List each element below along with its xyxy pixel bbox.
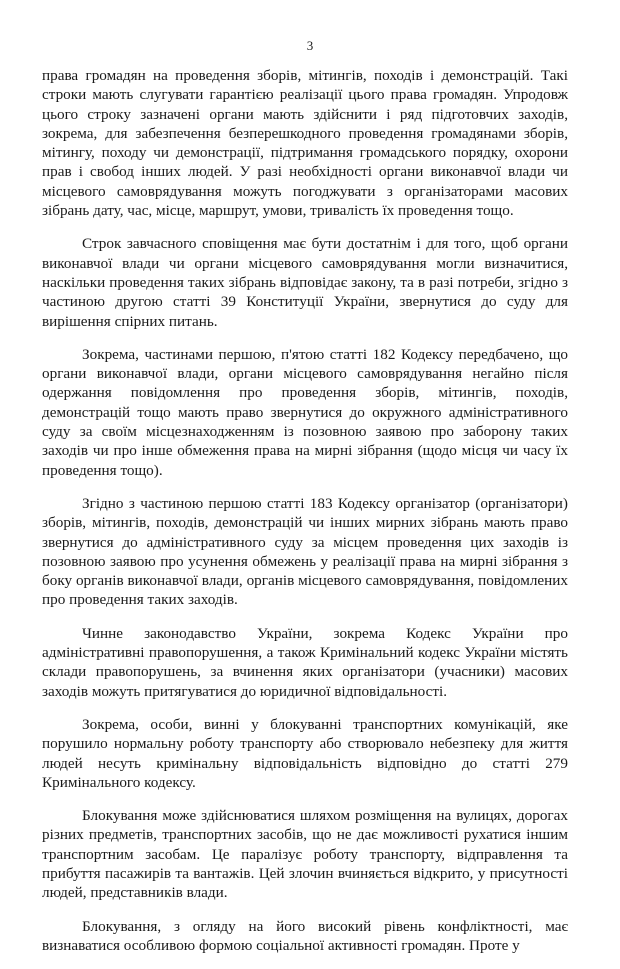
paragraph: Зокрема, частинами першою, п'ятою статті 182 Кодексу передбачено, що органи виконавчої влади, органи місцевого самоврядування негайно після одержання повідомлення про проведення зборів, мітингів, походів, демонстрацій тощо мають право звернутися до окружного адміністративного суду за своїм місцезнаходженням із позовною заявою про заборону таких заходів чи про інше обмеження права на мирні зібрання (щодо місця чи часу їх проведення тощо). — [42, 345, 568, 479]
paragraph: Строк завчасного сповіщення має бути достатнім і для того, щоб органи виконавчої влади чи органи місцевого самоврядування могли визначитися, наскільки проведення таких зібрань відповідає закону, та в разі потреби, згідно з частиною другою статті 39 Конституції України, звернутися до суду для вирішення спірних питань. — [42, 235, 568, 330]
paragraph: Згідно з частиною першою статті 183 Кодексу організатор (організатори) зборів, мітингів, походів, демонстрацій чи інших мирних зібрань мають право звернутися до адміністративного суду за місцем проведення цих заходів із позовною заявою про усунення обмежень у реалізації права на мирні зібрання з боку органів виконавчої влади, органів місцевого самоврядування, повідомлених про проведення таких заходів. — [42, 494, 568, 609]
paragraph: Чинне законодавство України, зокрема Кодекс України про адміністративні правопорушення, а також Кримінальний кодекс України містять склади правопорушень, за вчинення яких організатори (учасники) масових заходів можуть притягуватися до юридичної відповідальності. — [42, 624, 568, 700]
document-body — [42, 66, 568, 969]
paragraph: Блокування може здійснюватися шляхом розміщення на вулицях, дорогах різних предметів, транспортних засобів, що не дає можливості рухатися іншим транспортним засобам. Це паралізує роботу транспорту, відправлення та прибуття пасажирів та вантажів. Цей злочин вчиняється відкрито, у присутності людей, представників влади. — [42, 807, 568, 902]
paragraph: права громадян на проведення зборів, мітингів, походів і демонстрацій. Такі строки мають слугувати гарантією реалізації цього права громадян. Упродовж цього строку зазначені органи мають здійснити і ряд підготовчих заходів, зокрема, для забезпечення безперешкодного проведення громадянами зборів, мітингу, походу чи демонстрації, підтримання громадського порядку, охорони прав і свобод інших людей. У разі необхідності органи виконавчої влади чи місцевого самоврядування можуть погоджувати з організаторами масових зібрань дату, час, місце, маршрут, умови, тривалість їх проведення тощо. — [42, 67, 568, 220]
paragraph: Зокрема, особи, винні у блокуванні транспортних комунікацій, яке порушило нормальну роботу транспорту або створювало небезпеку для життя людей несуть кримінальну відповідальність відповідно до статті 279 Кримінального кодексу. — [42, 715, 568, 791]
paragraph: Блокування, з огляду на його високий рівень конфліктності, має визнаватися особливою формою соціальної активності громадян. Проте у — [42, 917, 568, 954]
page-number: 3 — [306, 38, 314, 53]
